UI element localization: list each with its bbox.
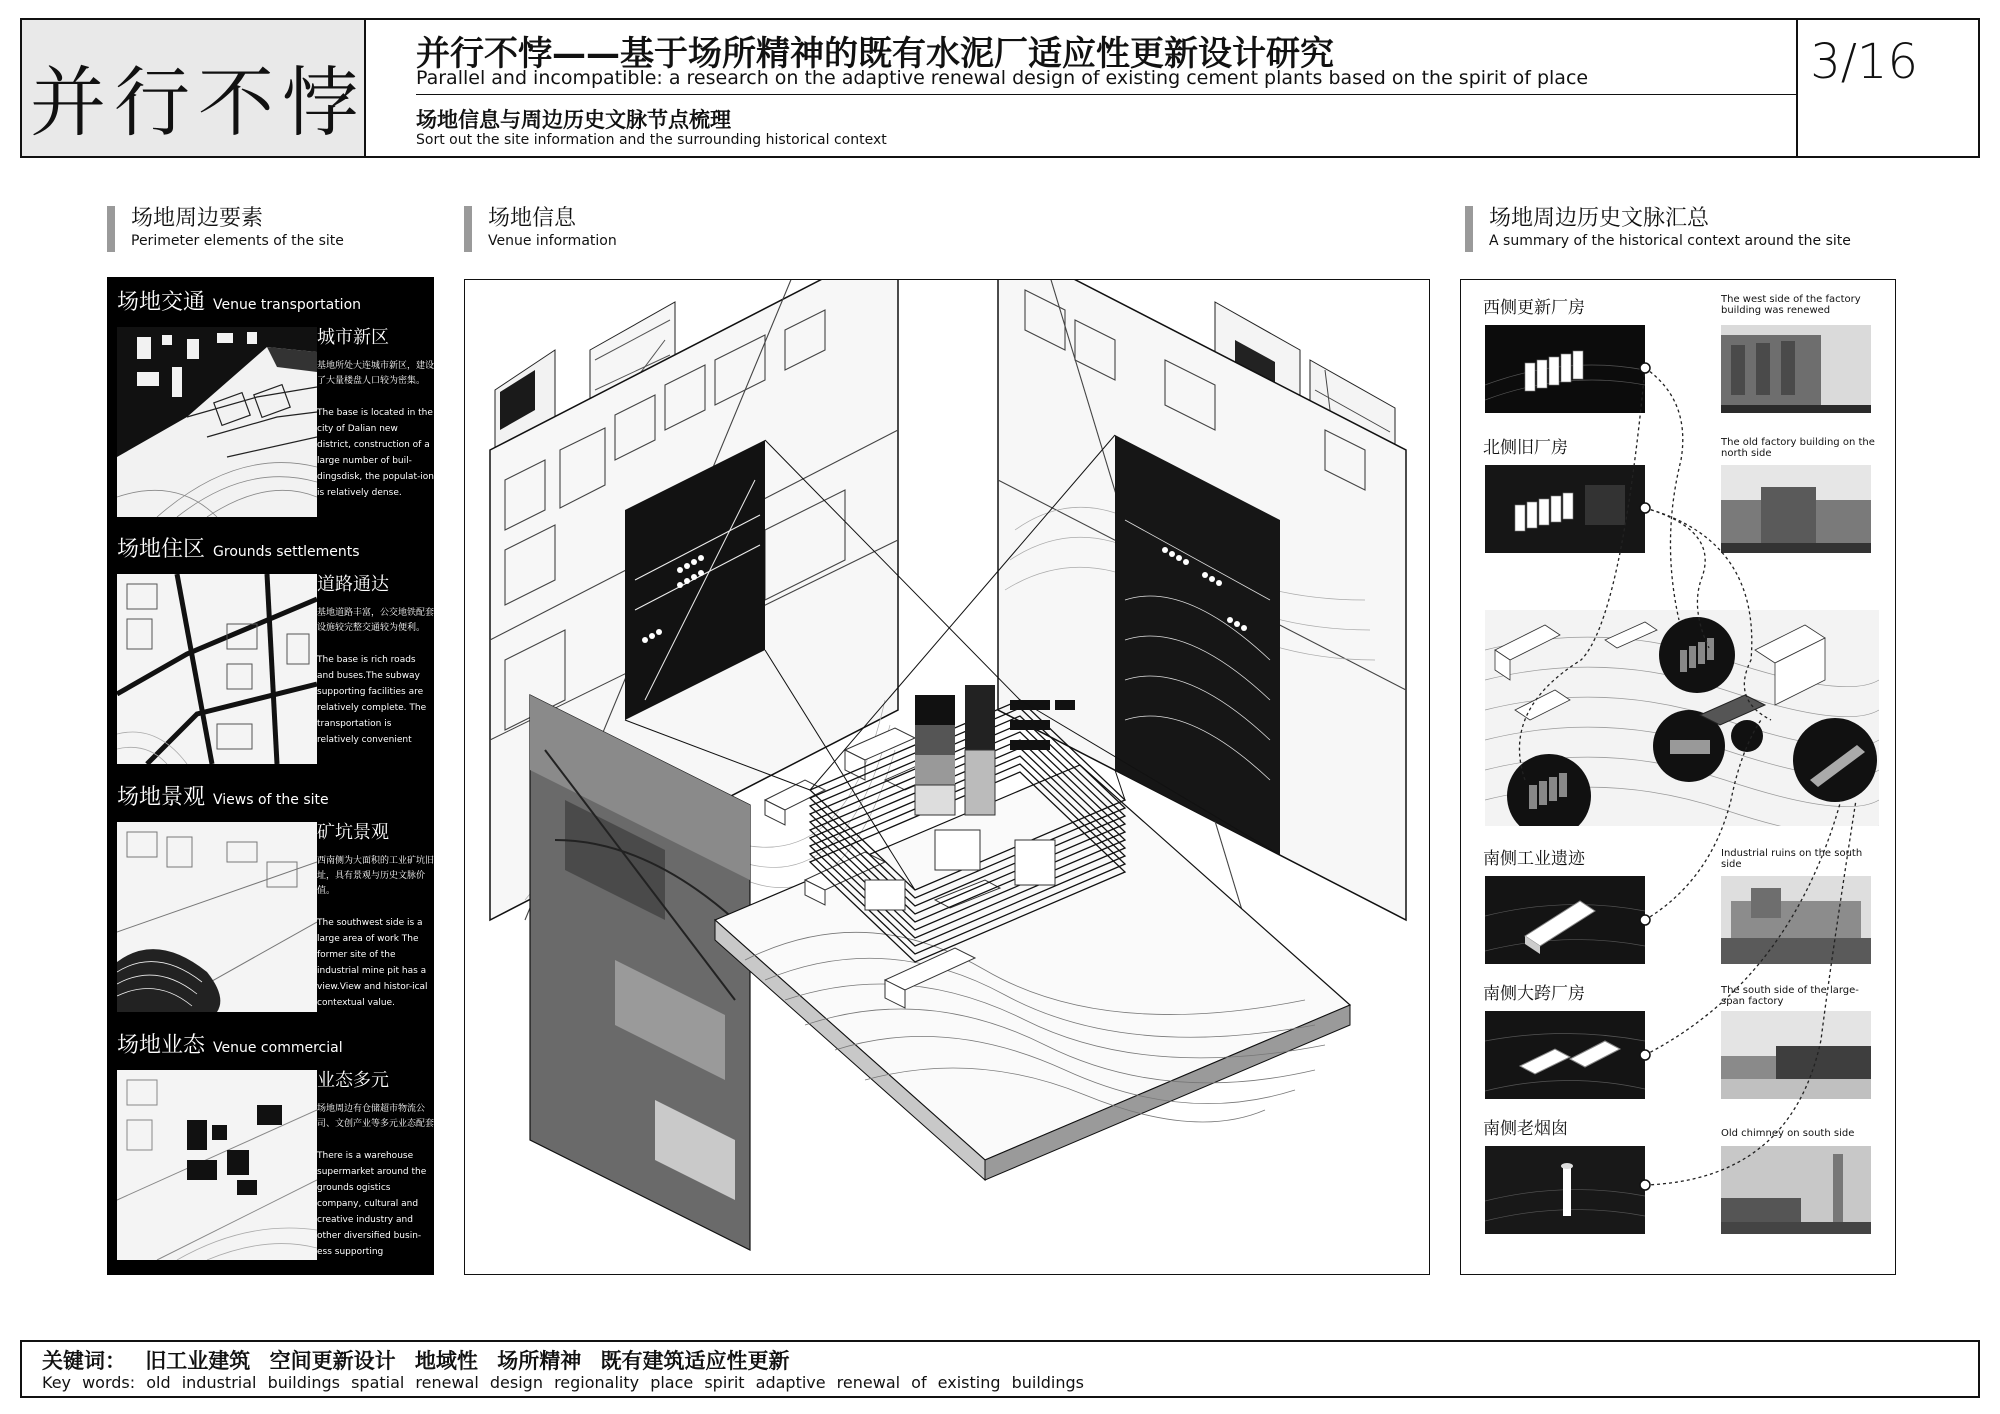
item-desc-en: The base is rich roads and buses.The subway supporting facilities are relatively complete. The transportation is relatively convenient (317, 655, 427, 745)
item-heading: 矿坑景观 (317, 822, 389, 843)
history-label-chimney: 南侧老烟囱 (1483, 1119, 1568, 1139)
logo: 并行不悖 (30, 58, 366, 147)
title-divider (416, 94, 1796, 95)
title-box (368, 20, 1798, 156)
item-title-zh: 场地交通 (117, 290, 206, 315)
section-title: 场地周边要素 (131, 206, 264, 231)
item-title-en: Grounds settlements (213, 544, 360, 560)
item-heading: 道路通达 (317, 574, 389, 595)
page-subtitle-en: Sort out the site information and the surrounding historical context (416, 132, 887, 148)
item-title-zh: 场地业态 (117, 1033, 206, 1058)
section-subtitle: Perimeter elements of the site (131, 233, 344, 249)
section-title: 场地周边历史文脉汇总 (1489, 206, 1710, 231)
item-title (117, 1028, 343, 1059)
history-caption-ruins: Industrial ruins on the south side (1721, 848, 1863, 870)
history-caption-west: The west side of the factory building was renewed (1721, 294, 1861, 316)
item-title-zh: 场地景观 (117, 785, 206, 810)
perimeter-item-transportation (107, 277, 434, 522)
history-caption-span: The south side of the large-span factory (1721, 985, 1859, 1007)
section-heading-perimeter (107, 206, 344, 252)
item-title-en: Views of the site (213, 792, 329, 808)
item-text (317, 818, 434, 1011)
keywords-en: Key words: old industrial buildings spatial renewal design regionality place spirit adaptive renewal of existing buildings (42, 1373, 1084, 1392)
section-title: 场地信息 (488, 206, 577, 231)
heading-bar (464, 206, 472, 252)
item-text (317, 323, 434, 501)
item-desc-en: There is a warehouse supermarket around the grounds ogistics company, cultural and creative industry and other diversified busin-ess supporting (317, 1151, 427, 1257)
item-title (117, 285, 361, 316)
item-title-zh: 场地住区 (117, 537, 206, 562)
history-label-west: 西侧更新厂房 (1483, 298, 1585, 318)
item-heading: 业态多元 (317, 1070, 389, 1091)
logo-box (22, 20, 366, 156)
item-title-en: Venue transportation (213, 297, 362, 313)
item-desc-zh: 基地道路丰富，公交地铁配套设施较完整交通较为便利。 (317, 608, 435, 633)
perimeter-item-settlements (107, 524, 434, 769)
settlements-map (117, 574, 317, 764)
item-text (317, 1066, 434, 1260)
history-label-span: 南侧大跨厂房 (1483, 984, 1585, 1004)
heading-bar (1465, 206, 1473, 252)
section-heading-history (1465, 206, 1851, 252)
page-title-en: Parallel and incompatible: a research on the adaptive renewal design of existing cement plants based on the spirit of place (416, 67, 1589, 89)
header (20, 18, 1980, 158)
perimeter-item-views (107, 772, 434, 1017)
history-label-north: 北侧旧厂房 (1483, 438, 1568, 458)
section-subtitle: Venue information (488, 233, 617, 249)
history-label-ruins: 南侧工业遗迹 (1483, 849, 1585, 869)
section-heading-venue (464, 206, 617, 252)
item-title-en: Venue commercial (213, 1040, 343, 1056)
item-title (117, 532, 360, 563)
keywords-zh: 关键词： 旧工业建筑 空间更新设计 地域性 场所精神 既有建筑适应性更新 (42, 1349, 790, 1373)
item-title (117, 780, 329, 811)
heading-bar (107, 206, 115, 252)
views-map (117, 822, 317, 1012)
history-caption-north: The old factory building on the north side (1721, 437, 1875, 459)
commercial-map (117, 1070, 317, 1260)
perimeter-panel (107, 277, 434, 1275)
page-subtitle: 场地信息与周边历史文脉节点梳理 (416, 108, 731, 132)
perimeter-item-commercial (107, 1020, 434, 1265)
page-title: 并行不悖——基于场所精神的既有水泥厂适应性更新设计研究 (416, 34, 1334, 74)
item-desc-zh: 场地周边有仓储超市物流公司、文创产业等多元业态配套 (317, 1104, 435, 1129)
item-text (317, 570, 434, 748)
history-caption-chimney: Old chimney on south side (1721, 1128, 1855, 1139)
section-subtitle: A summary of the historical context around the site (1489, 233, 1851, 249)
history-panel (1460, 279, 1896, 1275)
venue-axonometric (464, 279, 1430, 1275)
transport-map (117, 327, 317, 517)
item-heading: 城市新区 (317, 327, 389, 348)
item-desc-en: The southwest side is a large area of work The former site of the industrial mine pit has a view.View and histor-ical contextual value. (317, 918, 428, 1008)
keywords-bar (20, 1340, 1980, 1398)
item-desc-zh: 西南侧为大面积的工业矿坑旧址，具有景观与历史文脉价值。 (317, 856, 435, 896)
page-number: 3/16 (1810, 34, 1918, 90)
item-desc-zh: 基地所处大连城市新区，建设了大量楼盘人口较为密集。 (317, 361, 435, 386)
item-desc-en: The base is located in the city of Dalian new district, construction of a large number of buil-dingsdisk, the populat-ion is relatively dense. (317, 408, 434, 498)
context-connector-lines (1461, 280, 1896, 1275)
